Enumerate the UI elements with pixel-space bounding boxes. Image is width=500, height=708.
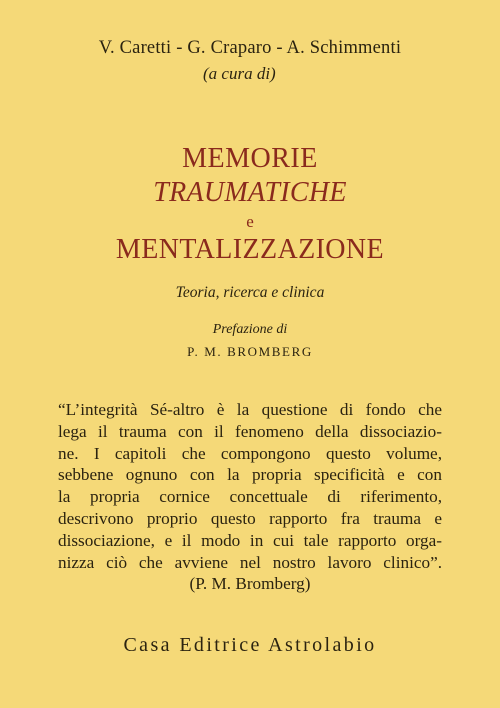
quote-line: ne. I capitoli che compongono questo volume,	[58, 443, 442, 463]
title-conjunction: e	[246, 212, 254, 231]
back-quote	[58, 399, 442, 595]
title-line-4: MENTALIZZAZIONE	[115, 234, 385, 265]
quote-line: dissociazione, e il modo in cui tale rapporto orga-	[58, 530, 442, 550]
authors: V. Caretti - G. Craparo - A. Schimmenti	[98, 38, 402, 58]
quote-line: “L’integrità Sé-altro è la questione di fondo che	[58, 400, 442, 419]
publisher-name: Casa Editrice Astrolabio	[123, 634, 377, 656]
quote-line: descrivono proprio questo rapporto fra trauma e	[58, 508, 442, 528]
quote-line: nizza ciò che avviene nel nostro lavoro clinico”.	[58, 552, 442, 572]
quote-line: la propria cornice concettuale di riferimento,	[58, 487, 442, 507]
quote-attribution: (P. M. Bromberg)	[189, 574, 311, 594]
editors-note	[203, 64, 276, 84]
quote-line: lega il trauma con il fenomeno della dissociazio-	[58, 421, 442, 441]
title-line-1: MEMORIE	[182, 143, 318, 174]
preface-author: P. M. BROMBERG	[187, 344, 313, 359]
title-line-2: TRAUMATICHE	[153, 177, 347, 208]
subtitle: Teoria, ricerca e clinica	[175, 284, 325, 301]
preface-label: Prefazione di	[212, 322, 288, 337]
quote-line: sebbene ognuno con la propria specificità e con	[58, 465, 442, 485]
editors-note-text: (a cura di)	[203, 64, 276, 83]
